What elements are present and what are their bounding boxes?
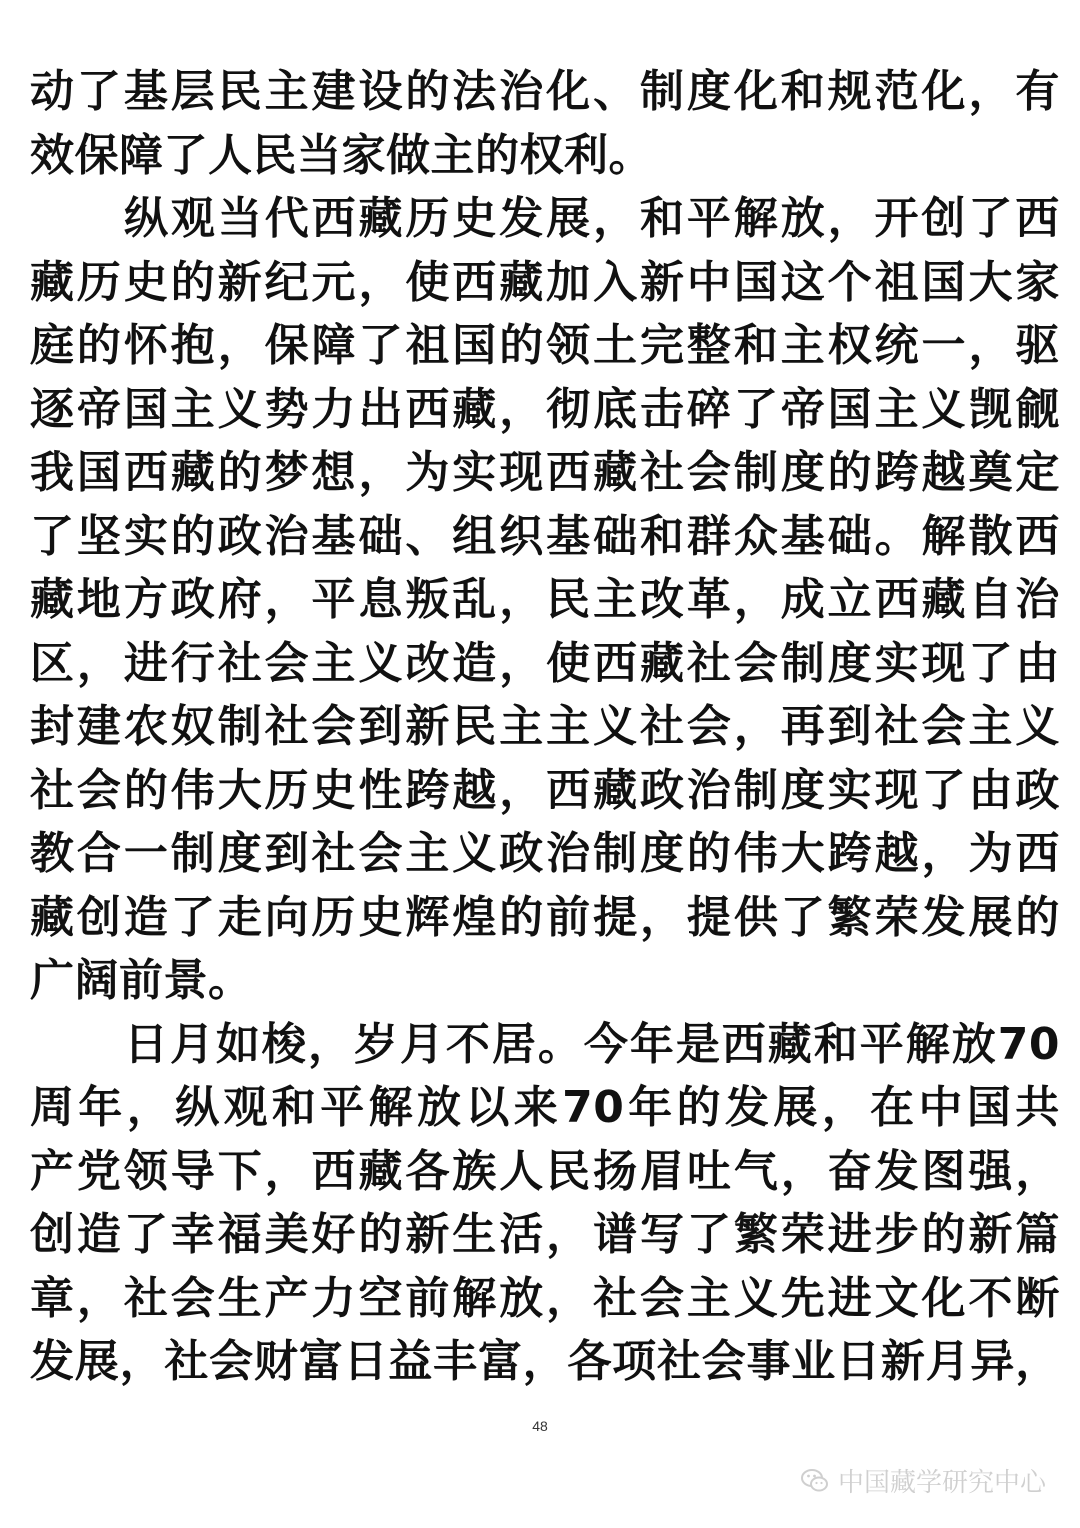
watermark (800, 1462, 1046, 1499)
text-line: 发 展 ， 社 会 财 富 日 益 丰 富 ， 各 项 社 会 事 业 日 新 月 异 ， (30, 1336, 1060, 1387)
watermark-text: 中国藏学研究中心 (838, 1468, 1047, 1498)
text-line: 章 ， 社 会 生 产 力 空 前 解 放 ， 社 会 主 义 先 进 文 化 不 断 (30, 1272, 1060, 1324)
text-line: 了 坚 实 的 政 治 基 础 、 组 织 基 础 和 群 众 基 础 。 解 散 西 (30, 510, 1060, 562)
text-line: 藏 历 史 的 新 纪 元 ， 使 西 藏 加 入 新 中 国 这 个 祖 国 大 家 (30, 256, 1060, 308)
text-line: 周 年 ， 纵 观 和 平 解 放 以 来 70 年 的 发 展 ， 在 中 国 共 (30, 1082, 1060, 1133)
text-line: 效保障了人民当家做主的权利。 (30, 129, 653, 181)
text-line: 日 月 如 梭 ， 岁 月 不 居 。 今 年 是 西 藏 和 平 解 放 70 (124, 1018, 1060, 1070)
text-line: 产 党 领 导 下 ， 西 藏 各 族 人 民 扬 眉 吐 气 ， 奋 发 图 强 ， (30, 1145, 1060, 1197)
wechat-icon (800, 1468, 830, 1494)
text-line: 创 造 了 幸 福 美 好 的 新 生 活 ， 谱 写 了 繁 荣 进 步 的 新 篇 (30, 1209, 1060, 1260)
text-line: 动 了 基 层 民 主 建 设 的 法 治 化 、 制 度 化 和 规 范 化 ， 有 (30, 66, 1060, 117)
text-line: 纵 观 当 代 西 藏 历 史 发 展 ， 和 平 解 放 ， 开 创 了 西 (124, 193, 1060, 244)
text-line: 逐 帝 国 主 义 势 力 出 西 藏 ， 彻 底 击 碎 了 帝 国 主 义 觊 觎 (30, 383, 1060, 435)
body-text (30, 60, 1060, 1394)
text-line: 广阔前景。 (30, 955, 253, 1006)
text-line: 封 建 农 奴 制 社 会 到 新 民 主 主 义 社 会 ， 再 到 社 会 主 义 (30, 701, 1060, 752)
text-line: 社 会 的 伟 大 历 史 性 跨 越 ， 西 藏 政 治 制 度 实 现 了 由 政 (30, 764, 1060, 816)
text-line: 区 ， 进 行 社 会 主 义 改 造 ， 使 西 藏 社 会 制 度 实 现 了 由 (30, 637, 1060, 689)
text-line: 我 国 西 藏 的 梦 想 ， 为 实 现 西 藏 社 会 制 度 的 跨 越 奠 定 (30, 447, 1060, 498)
text-line: 藏 创 造 了 走 向 历 史 辉 煌 的 前 提 ， 提 供 了 繁 荣 发 展 的 (30, 891, 1060, 943)
page-number: 48 (532, 1418, 548, 1434)
text-line: 藏 地 方 政 府 ， 平 息 叛 乱 ， 民 主 改 革 ， 成 立 西 藏 自 治 (30, 574, 1060, 625)
text-line: 庭 的 怀 抱 ， 保 障 了 祖 国 的 领 土 完 整 和 主 权 统 一 ， 驱 (30, 320, 1060, 371)
text-line: 教 合 一 制 度 到 社 会 主 义 政 治 制 度 的 伟 大 跨 越 ， 为 西 (30, 828, 1060, 879)
